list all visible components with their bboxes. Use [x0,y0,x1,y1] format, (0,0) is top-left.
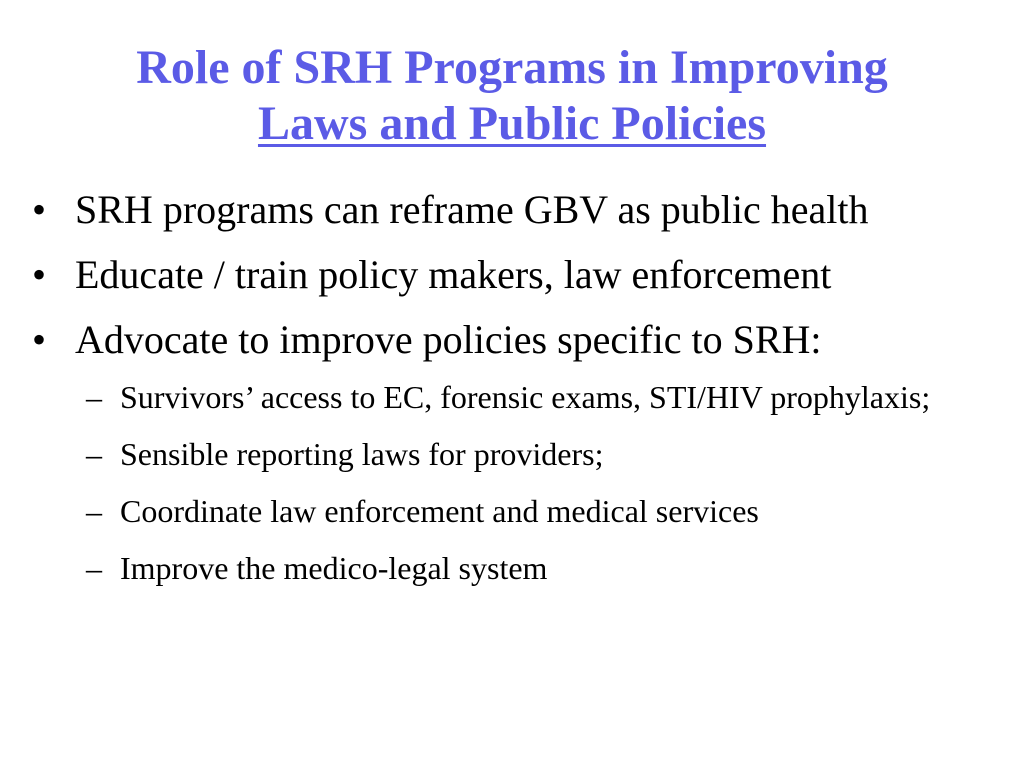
sub-bullet-item [30,378,1000,416]
sub-bullet-item [30,435,1000,473]
sub-bullet-marker: – [86,436,102,472]
sub-bullet-list [30,378,1000,587]
bullet-marker: • [32,187,47,232]
bullet-item [30,252,1000,298]
slide-body [30,187,1000,606]
bullet-text: SRH programs can reframe GBV as public health [75,187,869,232]
sub-bullet-marker: – [86,493,102,529]
sub-bullet-marker: – [86,550,102,586]
bullet-text: Advocate to improve policies specific to SRH: [75,317,822,362]
sub-bullet-item [30,549,1000,587]
sub-bullet-text: Improve the medico-legal system [120,550,548,586]
bullet-marker: • [32,252,47,297]
sub-bullet-text: Survivors’ access to EC, forensic exams, STI/HIV prophylaxis; [120,379,931,415]
sub-bullet-item [30,492,1000,530]
slide-title [0,40,1024,152]
sub-bullet-text: Coordinate law enforcement and medical services [120,493,759,529]
sub-bullet-marker: – [86,379,102,415]
slide-title-line-2: Laws and Public Policies [257,97,767,150]
bullet-text: Educate / train policy makers, law enforcement [75,252,832,297]
slide-title-line-1: Role of SRH Programs in Improving [136,41,888,94]
bullet-item [30,317,1000,363]
sub-bullet-text: Sensible reporting laws for providers; [120,436,604,472]
bullet-marker: • [32,317,47,362]
bullet-item [30,187,1000,233]
